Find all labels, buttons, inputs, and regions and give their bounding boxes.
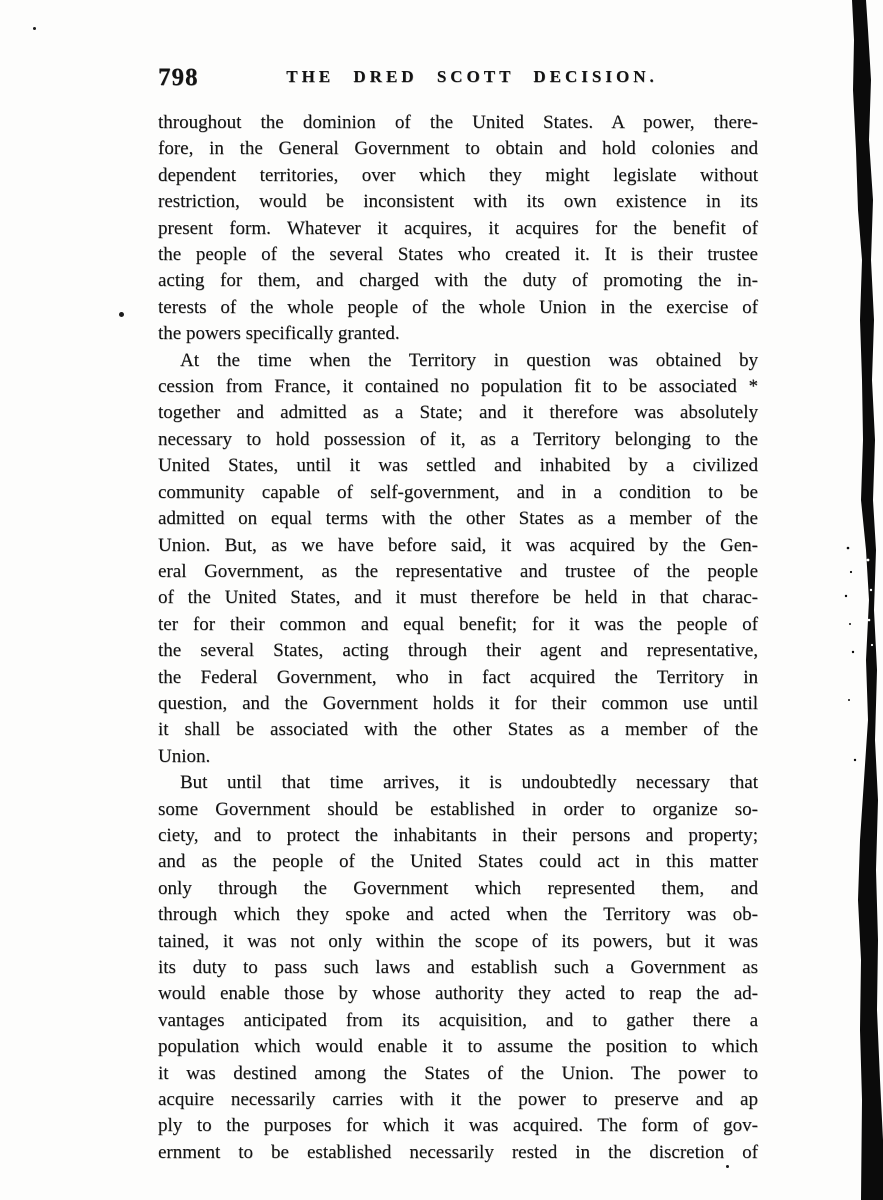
text-line: dependent territories, over which they might legislate without (158, 164, 758, 186)
text-line: the powers specifically granted. (158, 323, 400, 345)
text-line: population which would enable it to assume the position to which (158, 1036, 758, 1058)
text-line: vantages anticipated from its acquisition, and to gather there a (158, 1009, 758, 1031)
text-line: Union. But, as we have before said, it was acquired by the Gen- (158, 534, 758, 556)
text-line: necessary to hold possession of it, as a Territory belonging to the (158, 428, 758, 450)
body-text (158, 110, 758, 1166)
paragraph (158, 770, 758, 1166)
text-line: present form. Whatever it acquires, it acquires for the benefit of (158, 217, 758, 239)
text-line: through which they spoke and acted when the Territory was ob- (158, 904, 758, 926)
page-header (158, 64, 758, 94)
text-line: the several States, acting through their agent and representative, (158, 640, 758, 662)
text-line: United States, until it was settled and inhabited by a civilized (158, 455, 758, 477)
text-line: At the time when the Territory in question was obtained by (180, 349, 758, 371)
text-line: throughout the dominion of the United States. A power, there- (158, 112, 758, 133)
paragraph (158, 110, 758, 348)
text-line: of the United States, and it must therefore be held in that charac- (158, 587, 758, 609)
text-line: ciety, and to protect the inhabitants in their persons and property; (158, 824, 758, 846)
text-line: tained, it was not only within the scope of its powers, but it was (158, 930, 758, 952)
text-line: community capable of self-government, and in a condition to be (158, 481, 758, 503)
text-line: cession from France, it contained no population fit to be associated * (158, 376, 758, 398)
ink-speck (119, 312, 124, 317)
text-line: it shall be associated with the other States as a member of the (158, 719, 758, 741)
text-line: acquire necessarily carries with it the power to preserve and ap (158, 1089, 758, 1111)
text-line: the Federal Government, who in fact acquired the Territory in (158, 666, 758, 688)
paragraph (158, 348, 758, 771)
text-line: acting for them, and charged with the duty of promoting the in- (158, 270, 758, 292)
text-line: and as the people of the United States could act in this matter (158, 851, 758, 873)
text-line: restriction, would be inconsistent with its own existence in its (158, 191, 758, 213)
text-line: some Government should be established in order to organize so- (158, 798, 758, 820)
text-line: would enable those by whose authority they acted to reap the ad- (158, 983, 758, 1005)
page-number: 798 (158, 64, 199, 91)
text-line: the people of the several States who created it. It is their trustee (158, 244, 758, 266)
text-line: admitted on equal terms with the other States as a member of the (158, 508, 758, 530)
text-line: question, and the Government holds it for their common use until (158, 692, 758, 714)
text-line: only through the Government which represented them, and (158, 877, 758, 899)
text-line: fore, in the General Government to obtain and hold colonies and (158, 138, 758, 160)
text-line: ter for their common and equal benefit; for it was the people of (158, 613, 758, 635)
text-line: terests of the whole people of the whole Union in the exercise of (158, 296, 758, 318)
text-line: together and admitted as a State; and it therefore was absolutely (158, 402, 758, 424)
text-line: ernment to be established necessarily rested in the discretion of (158, 1141, 758, 1163)
text-line: its duty to pass such laws and establish such a Government as (158, 957, 758, 978)
running-title: THE DRED SCOTT DECISION. (286, 67, 658, 86)
text-line: But until that time arrives, it is undoubtedly necessary that (180, 772, 758, 794)
text-line: ply to the purposes for which it was acquired. The form of gov- (158, 1115, 758, 1137)
text-line: eral Government, as the representative and trustee of the people (158, 560, 758, 582)
ink-speck (33, 27, 36, 30)
text-line: it was destined among the States of the Union. The power to (158, 1062, 758, 1084)
text-line: Union. (158, 745, 211, 767)
